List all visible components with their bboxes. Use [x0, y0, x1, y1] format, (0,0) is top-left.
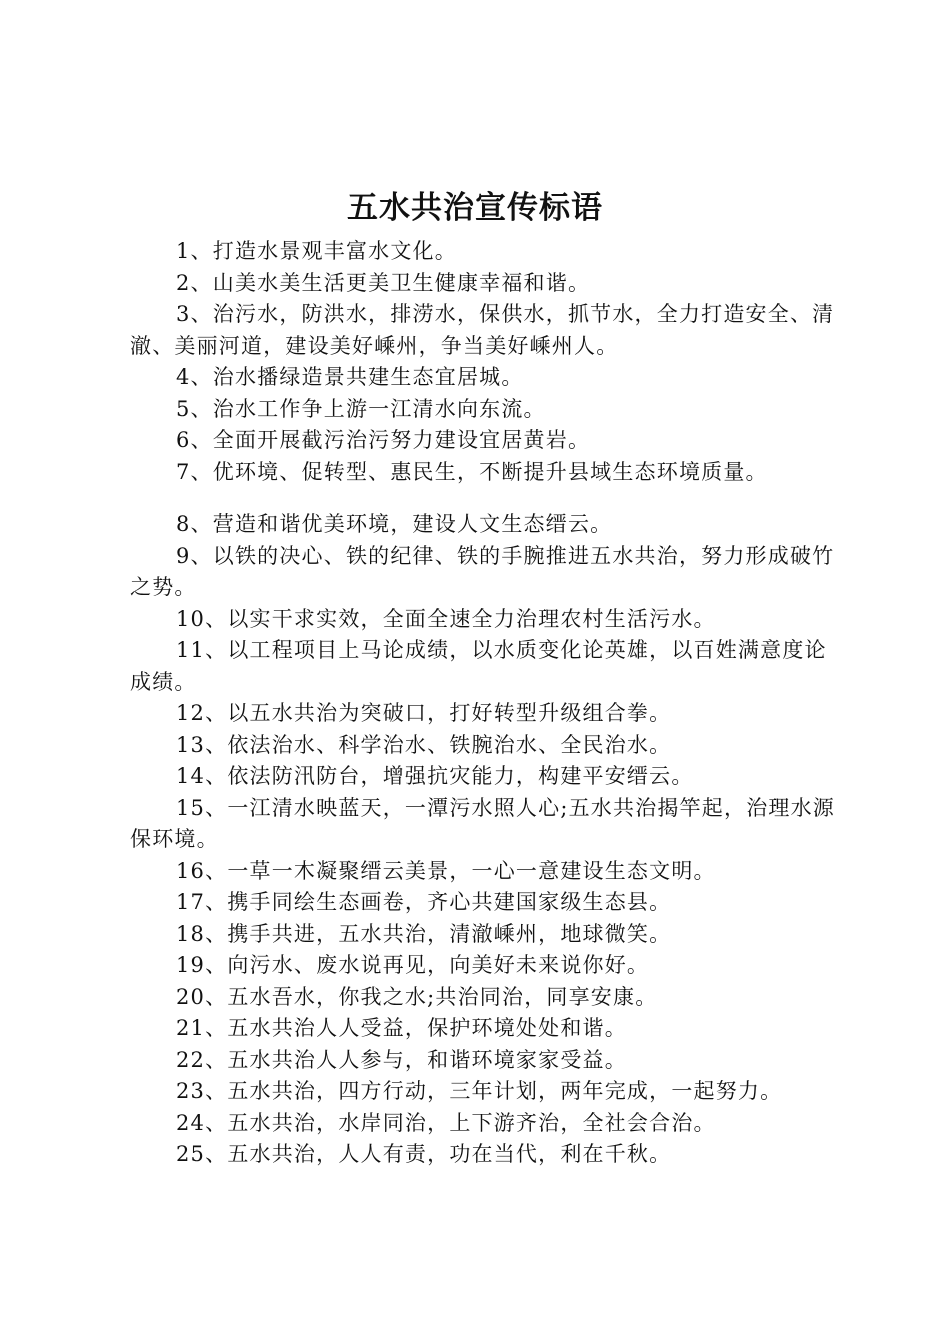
slogan-item-9: 9、以铁的决心、铁的纪律、铁的手腕推进五水共治，努力形成破竹之势。 [130, 543, 835, 599]
slogan-item-19: 19、向污水、废水说再见，向美好未来说你好。 [176, 953, 650, 977]
slogan-item-11: 11、以工程项目上马论成绩，以水质变化论英雄，以百姓满意度论成绩。 [130, 638, 827, 694]
slogan-list [130, 236, 840, 1171]
slogan-item-7: 7、优环境、促转型、惠民生，不断提升县域生态环境质量。 [176, 459, 768, 484]
slogan-item-6: 6、全面开展截污治污努力建设宜居黄岩。 [176, 428, 591, 452]
slogan-item-12: 12、以五水共治为突破口，打好转型升级组合拳。 [176, 701, 672, 725]
slogan-item-21: 21、五水共治人人受益，保护环境处处和谐。 [176, 1016, 627, 1040]
slogan-item-3: 3、治污水，防洪水，排涝水，保供水，抓节水，全力打造安全、清澈、美丽河道，建设美好嵊州，争当美好嵊州人。 [130, 302, 835, 358]
slogan-item-5: 5、治水工作争上游一江清水向东流。 [176, 396, 546, 421]
slogan-item-24: 24、五水共治，水岸同治，上下游齐治，全社会合治。 [176, 1110, 716, 1135]
slogan-item-23: 23、五水共治，四方行动，三年计划，两年完成，一起努力。 [176, 1079, 783, 1103]
slogan-item-14: 14、依法防汛防台，增强抗灾能力，构建平安缙云。 [176, 764, 694, 788]
slogan-item-17: 17、携手同绘生态画卷，齐心共建国家级生态县。 [176, 890, 672, 914]
slogan-item-20: 20、五水吾水，你我之水;共治同治，同享安康。 [176, 984, 658, 1009]
slogan-item-16: 16、一草一木凝聚缙云美景，一心一意建设生态文明。 [176, 858, 716, 883]
slogan-item-10: 10、以实干求实效，全面全速全力治理农村生活污水。 [176, 606, 716, 631]
slogan-item-8: 8、营造和谐优美环境，建设人文生态缙云。 [176, 512, 613, 536]
slogan-item-13: 13、依法治水、科学治水、铁腕治水、全民治水。 [176, 732, 672, 757]
document-title: 五水共治宣传标语 [347, 190, 603, 226]
slogan-item-2: 2、山美水美生活更美卫生健康幸福和谐。 [176, 270, 591, 295]
slogan-item-18: 18、携手共进，五水共治，清澈嵊州，地球微笑。 [176, 921, 672, 946]
slogan-item-4: 4、治水播绿造景共建生态宜居城。 [176, 365, 524, 389]
slogan-item-25: 25、五水共治，人人有责，功在当代，利在千秋。 [176, 1142, 672, 1166]
slogan-item-15: 15、一江清水映蓝天，一潭污水照人心;五水共治揭竿起，治理水源保环境。 [130, 795, 835, 851]
slogan-item-1: 1、打造水景观丰富水文化。 [176, 239, 457, 263]
slogan-item-22: 22、五水共治人人参与，和谐环境家家受益。 [176, 1047, 627, 1072]
